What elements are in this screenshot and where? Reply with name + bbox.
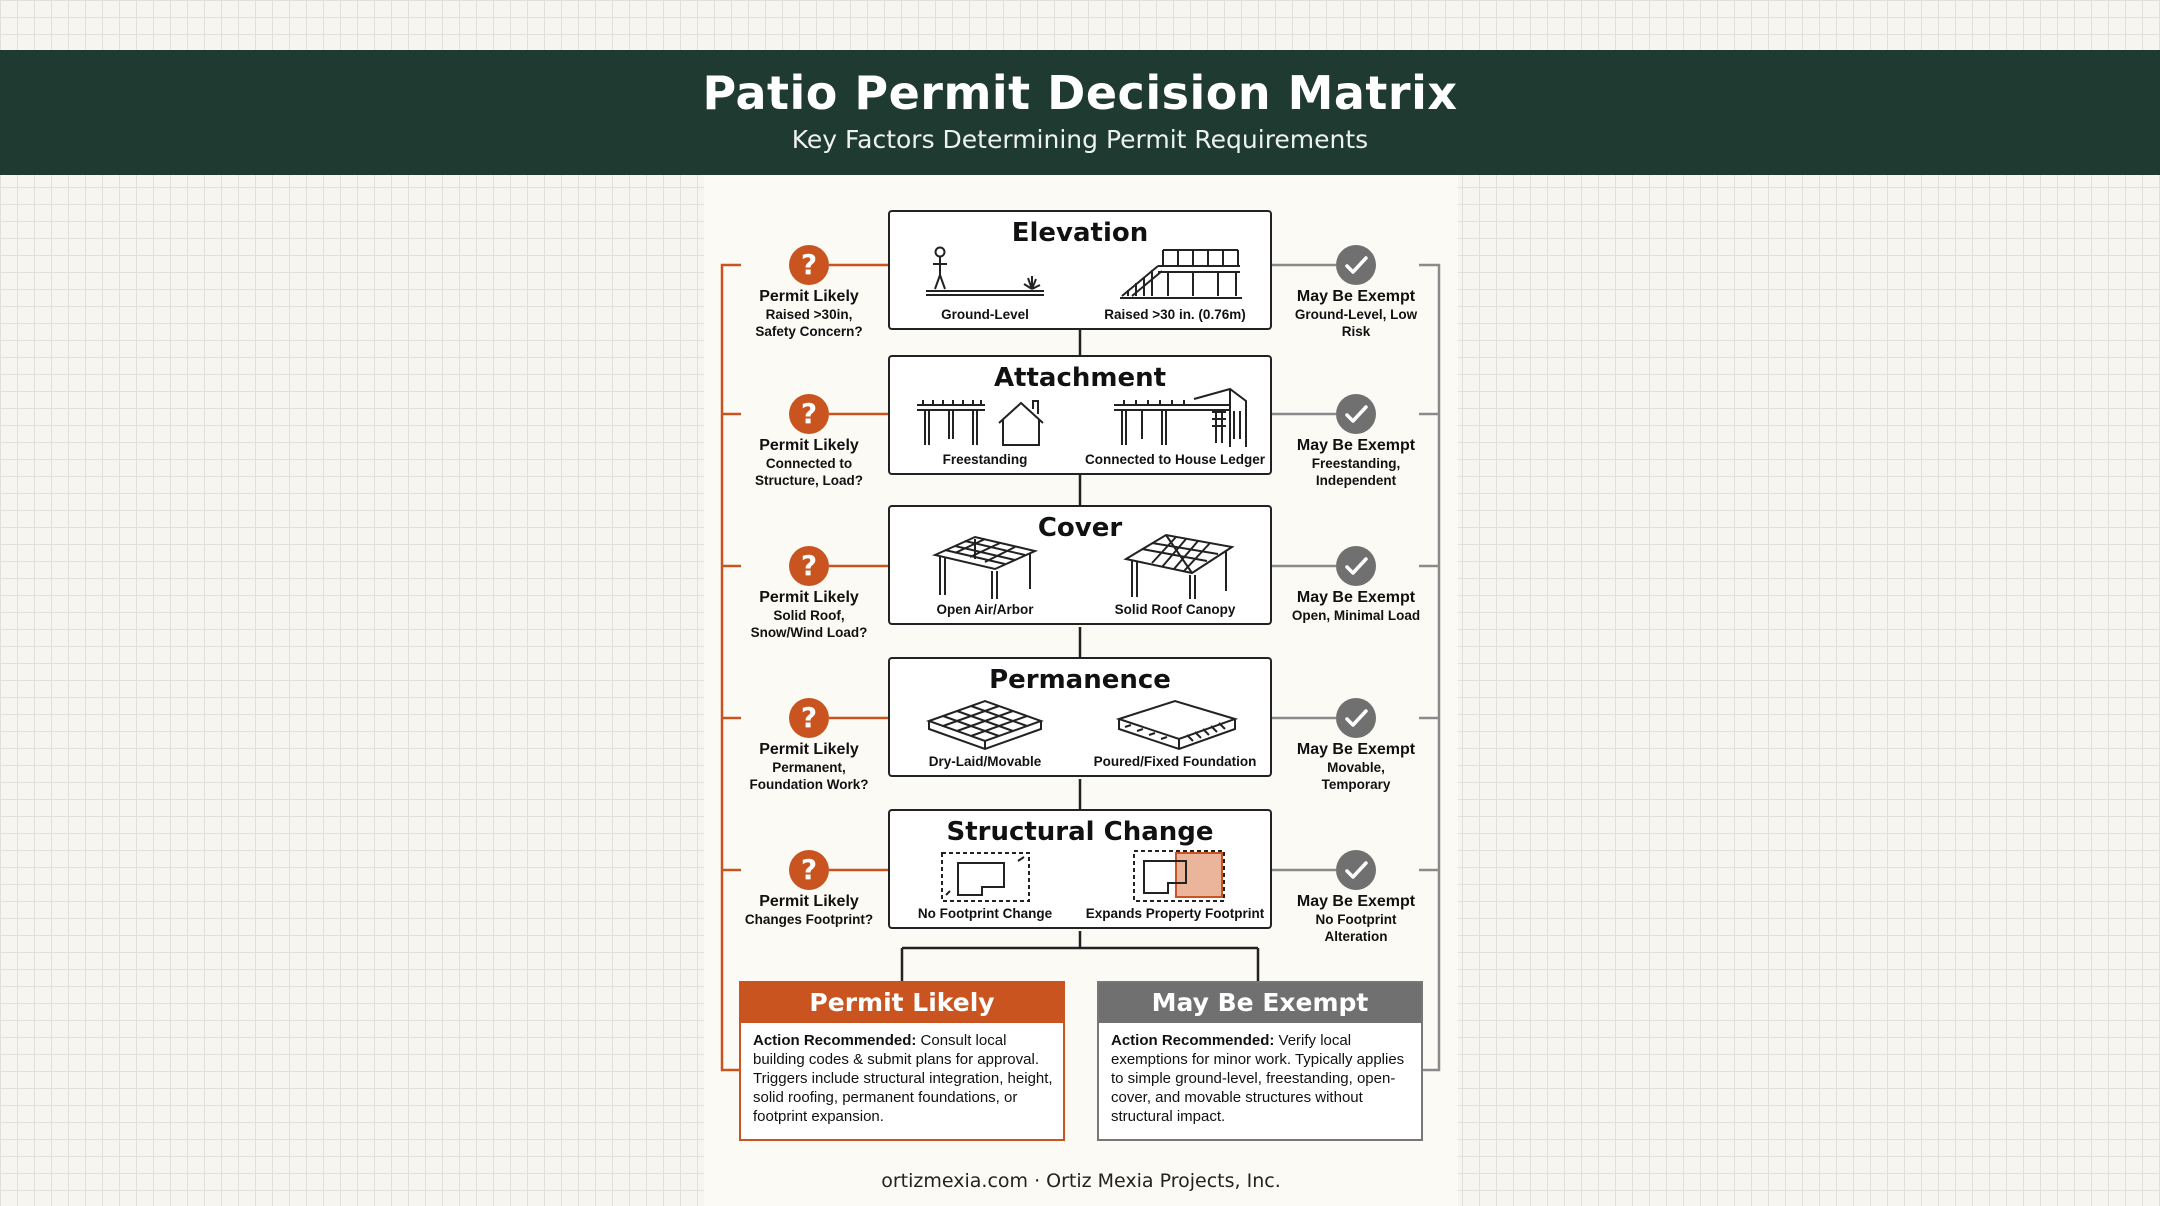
page-title: Patio Permit Decision Matrix <box>702 66 1458 120</box>
factor-cover <box>888 505 1272 625</box>
ground-level-patio-icon <box>920 242 1050 300</box>
footprint-plan-icon <box>938 849 1033 905</box>
poured-slab-icon <box>1115 697 1240 753</box>
option-label-left: Freestanding <box>942 452 1028 467</box>
permit-likely-note: Permit Likely Solid Roof, Snow/Wind Load? <box>750 589 868 640</box>
option-label-right: Solid Roof Canopy <box>1114 602 1236 617</box>
question-icon: ? <box>789 394 829 434</box>
check-icon <box>1336 546 1376 586</box>
check-icon <box>1336 245 1376 285</box>
option-label-right: Raised >30 in. (0.76m) <box>1104 307 1246 322</box>
permit-likely-result <box>739 981 1065 1141</box>
question-icon: ? <box>789 245 829 285</box>
may-be-exempt-note: May Be Exempt Open, Minimal Load <box>1291 589 1421 623</box>
factor-title: Attachment <box>993 363 1167 393</box>
footer-credit: ortizmexia.com · Ortiz Mexia Projects, Inc. <box>881 1170 1281 1192</box>
may-be-exempt-note: May Be Exempt No Footprint Alteration <box>1296 893 1416 944</box>
may-be-exempt-note: May Be Exempt Ground-Level, Low Risk <box>1294 288 1418 339</box>
option-label-left: Dry-Laid/Movable <box>928 754 1042 769</box>
open-arbor-icon <box>930 529 1040 601</box>
page-subtitle: Key Factors Determining Permit Requirements <box>791 125 1369 154</box>
option-label-left: Ground-Level <box>941 307 1029 322</box>
may-be-exempt-result <box>1097 981 1423 1141</box>
check-icon <box>1336 394 1376 434</box>
ledger-attached-pergola-icon <box>1112 387 1252 451</box>
result-body: Action Recommended: Consult local building codes & submit plans for approval. Triggers include structural integration, height, solid roofing, permanent foundations, or footprint expansion. <box>753 1032 1053 1125</box>
factor-title: Permanence <box>989 665 1171 695</box>
factor-title: Elevation <box>1011 218 1149 248</box>
factor-attachment <box>888 355 1272 475</box>
result-title: Permit Likely <box>741 983 1063 1023</box>
option-label-left: Open Air/Arbor <box>936 602 1034 617</box>
factor-elevation <box>888 210 1272 330</box>
permit-likely-note: Permit Likely Permanent, Foundation Work? <box>749 741 869 792</box>
dry-laid-pavers-icon <box>925 695 1045 753</box>
may-be-exempt-note: May Be Exempt Movable, Temporary <box>1296 741 1416 792</box>
result-title: May Be Exempt <box>1099 983 1421 1023</box>
solid-roof-canopy-icon <box>1122 529 1237 601</box>
option-label-right: Poured/Fixed Foundation <box>1093 754 1257 769</box>
check-icon <box>1336 850 1376 890</box>
option-label-left: No Footprint Change <box>917 906 1053 921</box>
permit-likely-note: Permit Likely Raised >30in, Safety Concern? <box>755 288 863 339</box>
permit-likely-note: Permit Likely Connected to Structure, Load? <box>754 437 863 488</box>
permit-likely-note: Permit Likely Changes Footprint? <box>744 893 874 927</box>
may-be-exempt-note: May Be Exempt Freestanding, Independent <box>1296 437 1416 488</box>
result-body: Action Recommended: Verify local exemptions for minor work. Typically applies to simple ground-level, freestanding, open-cover, and movable structures without structural impact. <box>1111 1032 1405 1125</box>
question-icon: ? <box>789 698 829 738</box>
check-icon <box>1336 698 1376 738</box>
question-icon: ? <box>789 546 829 586</box>
raised-deck-icon <box>1118 244 1243 302</box>
footprint-expansion-icon <box>1130 847 1230 905</box>
factor-structural-change <box>888 809 1272 929</box>
factor-title: Structural Change <box>946 817 1214 847</box>
question-icon: ? <box>789 850 829 890</box>
option-label-right: Connected to House Ledger <box>1084 452 1265 467</box>
option-label-right: Expands Property Footprint <box>1085 906 1265 921</box>
factor-title: Cover <box>1037 513 1123 543</box>
factor-permanence <box>888 657 1272 777</box>
freestanding-pergola-icon <box>915 395 1055 453</box>
